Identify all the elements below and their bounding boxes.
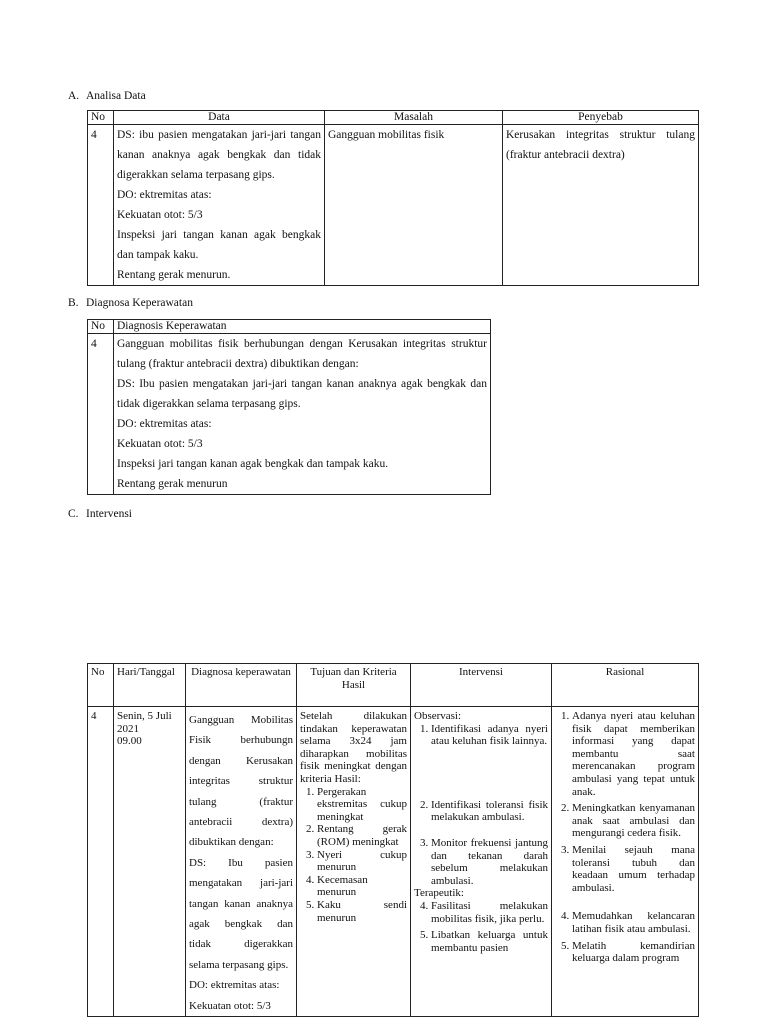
table-row <box>88 334 491 495</box>
data-inspeksi: Inspeksi jari tangan kanan agak bengkak dan tampak kaku. <box>117 229 321 261</box>
section-letter: C. <box>68 508 79 520</box>
terapeutik-list <box>414 900 548 954</box>
section-title-text: Diagnosa Keperawatan <box>86 297 193 309</box>
tanggal-date: Senin, 5 Juli 2021 <box>117 710 172 735</box>
header-tujuan: Tujuan dan Kriteria Hasil <box>297 664 411 707</box>
header-no: No <box>88 664 114 707</box>
cell-tanggal <box>114 707 186 1017</box>
section-a-title <box>68 90 146 102</box>
diagnosis-inspeksi: Inspeksi jari tangan kanan agak bengkak dan tampak kaku. <box>117 458 389 470</box>
data-do: DO: ektremitas atas: <box>117 189 212 201</box>
table-header-row <box>88 320 491 334</box>
table-header-row <box>88 111 699 125</box>
tujuan-intro: Setelah dilakukan tindakan keperawatan selama 3x24 jam diharapkan mobilitas fisik meningkat dengan kriteria Hasil: <box>300 710 407 785</box>
cell-no: 4 <box>88 334 114 495</box>
data-kekuatan: Kekuatan otot: 5/3 <box>117 209 203 221</box>
list-item: 4. Fasilitasi melakukan mobilitas fisik, jika perlu. <box>431 900 548 925</box>
data-rentang: Rentang gerak menurun. <box>117 269 231 281</box>
list-item: 4. Memudahkan kelancaran latihan fisik atau ambulasi. <box>572 910 695 935</box>
header-data: Data <box>114 111 325 125</box>
header-diagnosa: Diagnosa keperawatan <box>186 664 297 707</box>
list-item: 1. Adanya nyeri atau keluhan fisik dapat memberikan informasi yang dapat membantu saat merencanakan program ambulasi yang tepat untuk anak. <box>572 710 695 798</box>
cell-no: 4 <box>88 707 114 1017</box>
diagnosa-kekuatan: Kekuatan otot: 5/3 <box>189 999 271 1012</box>
table-row <box>88 707 699 1017</box>
header-penyebab: Penyebab <box>503 111 699 125</box>
list-item: 1. Pergerakan ekstremitas cukup meningkat <box>317 786 407 824</box>
diagnosa-statement: Gangguan Mobilitas Fisik berhubungn dengan Kerusakan integritas struktur tulang (fraktur antebracii dextra) dibuktikan dengan: <box>189 714 293 849</box>
diagnosa-table <box>87 319 491 495</box>
table-row <box>88 125 699 286</box>
section-c-title <box>68 508 132 520</box>
list-item: 5. Libatkan keluarga untuk membantu pasien <box>431 929 548 954</box>
section-letter: B. <box>68 297 79 309</box>
header-tanggal: Hari/Tanggal <box>114 664 186 707</box>
kriteria-list <box>300 786 407 925</box>
rasional-list <box>555 710 695 965</box>
header-rasional: Rasional <box>552 664 699 707</box>
diagnosis-do: DO: ektremitas atas: <box>117 418 212 430</box>
diagnosis-rentang: Rentang gerak menurun <box>117 478 228 490</box>
list-item: 3. Monitor frekuensi jantung dan tekanan darah sebelum melakukan ambulasi. <box>431 837 548 887</box>
diagnosa-ds: DS: Ibu pasien mengatakan jari-jari tangan kanan anaknya agak bengkak dan tidak digerakkan selama terpasang gips. <box>189 856 293 971</box>
list-item: 5. Kaku sendi menurun <box>317 899 407 924</box>
section-b-title <box>68 297 193 309</box>
diagnosa-do: DO: ektremitas atas: <box>189 979 280 992</box>
cell-penyebab: Kerusakan integritas struktur tulang (fraktur antebracii dextra) <box>503 125 699 286</box>
analisa-data-table <box>87 110 699 286</box>
list-item: 2. Meningkatkan kenyamanan anak saat ambulasi dan mengurangi cedera fisik. <box>572 802 695 840</box>
header-intervensi: Intervensi <box>411 664 552 707</box>
cell-diagnosa <box>186 707 297 1017</box>
cell-masalah: Gangguan mobilitas fisik <box>325 125 503 286</box>
table-header-row <box>88 664 699 707</box>
header-masalah: Masalah <box>325 111 503 125</box>
section-title-text: Intervensi <box>86 508 132 520</box>
diagnosis-ds: DS: Ibu pasien mengatakan jari-jari tangan kanan anaknya agak bengkak dan tidak digerakkan selama terpasang gips. <box>117 378 487 410</box>
data-ds: DS: ibu pasien mengatakan jari-jari tangan kanan anaknya agak bengkak dan tidak digerakkan selama terpasang gips. <box>117 129 321 181</box>
cell-tujuan <box>297 707 411 1017</box>
section-title-text: Analisa Data <box>86 90 146 102</box>
cell-rasional <box>552 707 699 1017</box>
section-letter: A. <box>68 90 80 102</box>
header-diagnosis: Diagnosis Keperawatan <box>114 320 491 334</box>
cell-no: 4 <box>88 125 114 286</box>
header-no: No <box>88 111 114 125</box>
diagnosis-statement: Gangguan mobilitas fisik berhubungan dengan Kerusakan integritas struktur tulang (fraktur antebracii dextra) dibuktikan dengan: <box>117 338 487 370</box>
list-item: 2. Rentang gerak (ROM) meningkat <box>317 823 407 848</box>
cell-diagnosis <box>114 334 491 495</box>
tanggal-time: 09.00 <box>117 735 142 748</box>
list-item: 1. Identifikasi adanya nyeri atau keluhan fisik lainnya. <box>431 723 548 748</box>
intervensi-table <box>87 663 699 1017</box>
cell-intervensi <box>411 707 552 1017</box>
terapeutik-label: Terapeutik: <box>414 887 464 900</box>
list-item: 3. Menilai sejauh mana toleransi tubuh dan keadaan umum terhadap ambulasi. <box>572 844 695 894</box>
list-item: 2. Identifikasi toleransi fisik melakukan ambulasi. <box>431 799 548 824</box>
observasi-list <box>414 723 548 888</box>
list-item: 3. Nyeri cukup menurun <box>317 849 407 874</box>
list-item: 5. Melatih kemandirian keluarga dalam program <box>572 940 695 965</box>
header-no: No <box>88 320 114 334</box>
observasi-label: Observasi: <box>414 710 462 722</box>
cell-data <box>114 125 325 286</box>
list-item: 4. Kecemasan menurun <box>317 874 407 899</box>
diagnosis-kekuatan: Kekuatan otot: 5/3 <box>117 438 203 450</box>
